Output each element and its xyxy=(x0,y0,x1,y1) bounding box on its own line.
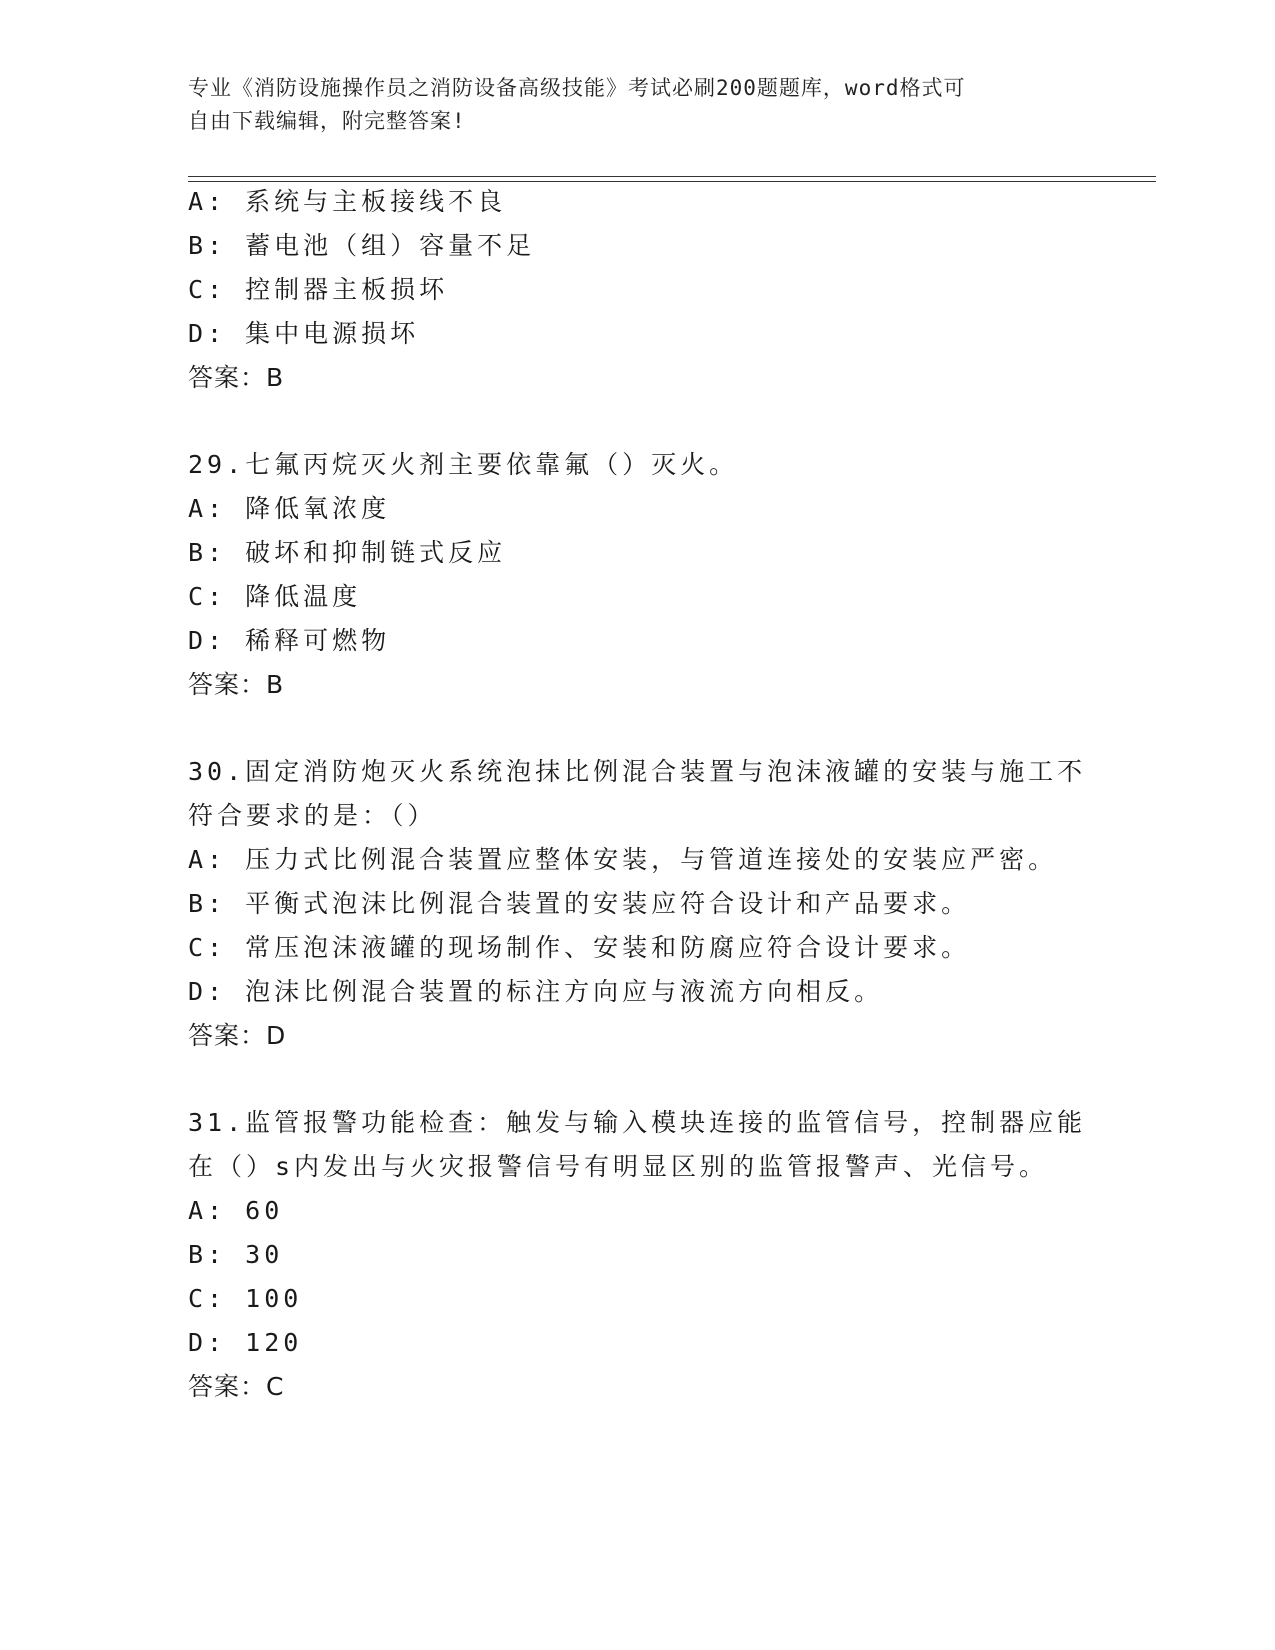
document-header xyxy=(188,72,1088,138)
header-divider-top xyxy=(188,176,1156,177)
q29-option-d: D: 稀释可燃物 xyxy=(188,626,391,655)
q31-option-c: C: 100 xyxy=(188,1284,303,1313)
q29-stem: 29.七氟丙烷灭火剂主要依靠氟（）灭火。 xyxy=(188,450,739,479)
q30-option-d: D: 泡沫比例混合装置的标注方向应与液流方向相反。 xyxy=(188,977,884,1006)
prev-answer: 答案：B xyxy=(188,363,285,392)
prev-option-c: C: 控制器主板损坏 xyxy=(188,275,449,304)
q30-option-a: A: 压力式比例混合装置应整体安装，与管道连接处的安装应严密。 xyxy=(188,845,1058,874)
q30-stem-line-2: 符合要求的是：（） xyxy=(188,801,437,830)
q31-option-d: D: 120 xyxy=(188,1328,303,1357)
q31-stem-line-1: 31.监管报警功能检查：触发与输入模块连接的监管信号，控制器应能 xyxy=(188,1108,1087,1137)
header-divider-bottom xyxy=(188,181,1156,182)
q31-stem-line-2: 在（）s内发出与火灾报警信号有明显区别的监管报警声、光信号。 xyxy=(188,1152,1049,1181)
header-line-1: 专业《消防设施操作员之消防设备高级技能》考试必刷200题题库，word格式可 xyxy=(188,76,966,100)
prev-option-a: A: 系统与主板接线不良 xyxy=(188,187,507,216)
q29-option-a: A: 降低氧浓度 xyxy=(188,494,391,523)
q29-option-c: C: 降低温度 xyxy=(188,582,362,611)
header-line-2: 自由下载编辑，附完整答案! xyxy=(188,109,466,133)
q31-option-b: B: 30 xyxy=(188,1240,284,1269)
q30-option-b: B: 平衡式泡沫比例混合装置的安装应符合设计和产品要求。 xyxy=(188,889,971,918)
q30-option-c: C: 常压泡沫液罐的现场制作、安装和防腐应符合设计要求。 xyxy=(188,933,971,962)
q29-answer: 答案：B xyxy=(188,670,285,699)
prev-option-d: D: 集中电源损坏 xyxy=(188,319,420,348)
q30-answer: 答案：D xyxy=(188,1021,287,1050)
q29-option-b: B: 破坏和抑制链式反应 xyxy=(188,538,507,567)
q31-option-a: A: 60 xyxy=(188,1196,284,1225)
prev-option-b: B: 蓄电池（组）容量不足 xyxy=(188,231,536,260)
q31-answer: 答案：C xyxy=(188,1372,285,1401)
q30-stem-line-1: 30.固定消防炮灭火系统泡抹比例混合装置与泡沫液罐的安装与施工不 xyxy=(188,757,1087,786)
